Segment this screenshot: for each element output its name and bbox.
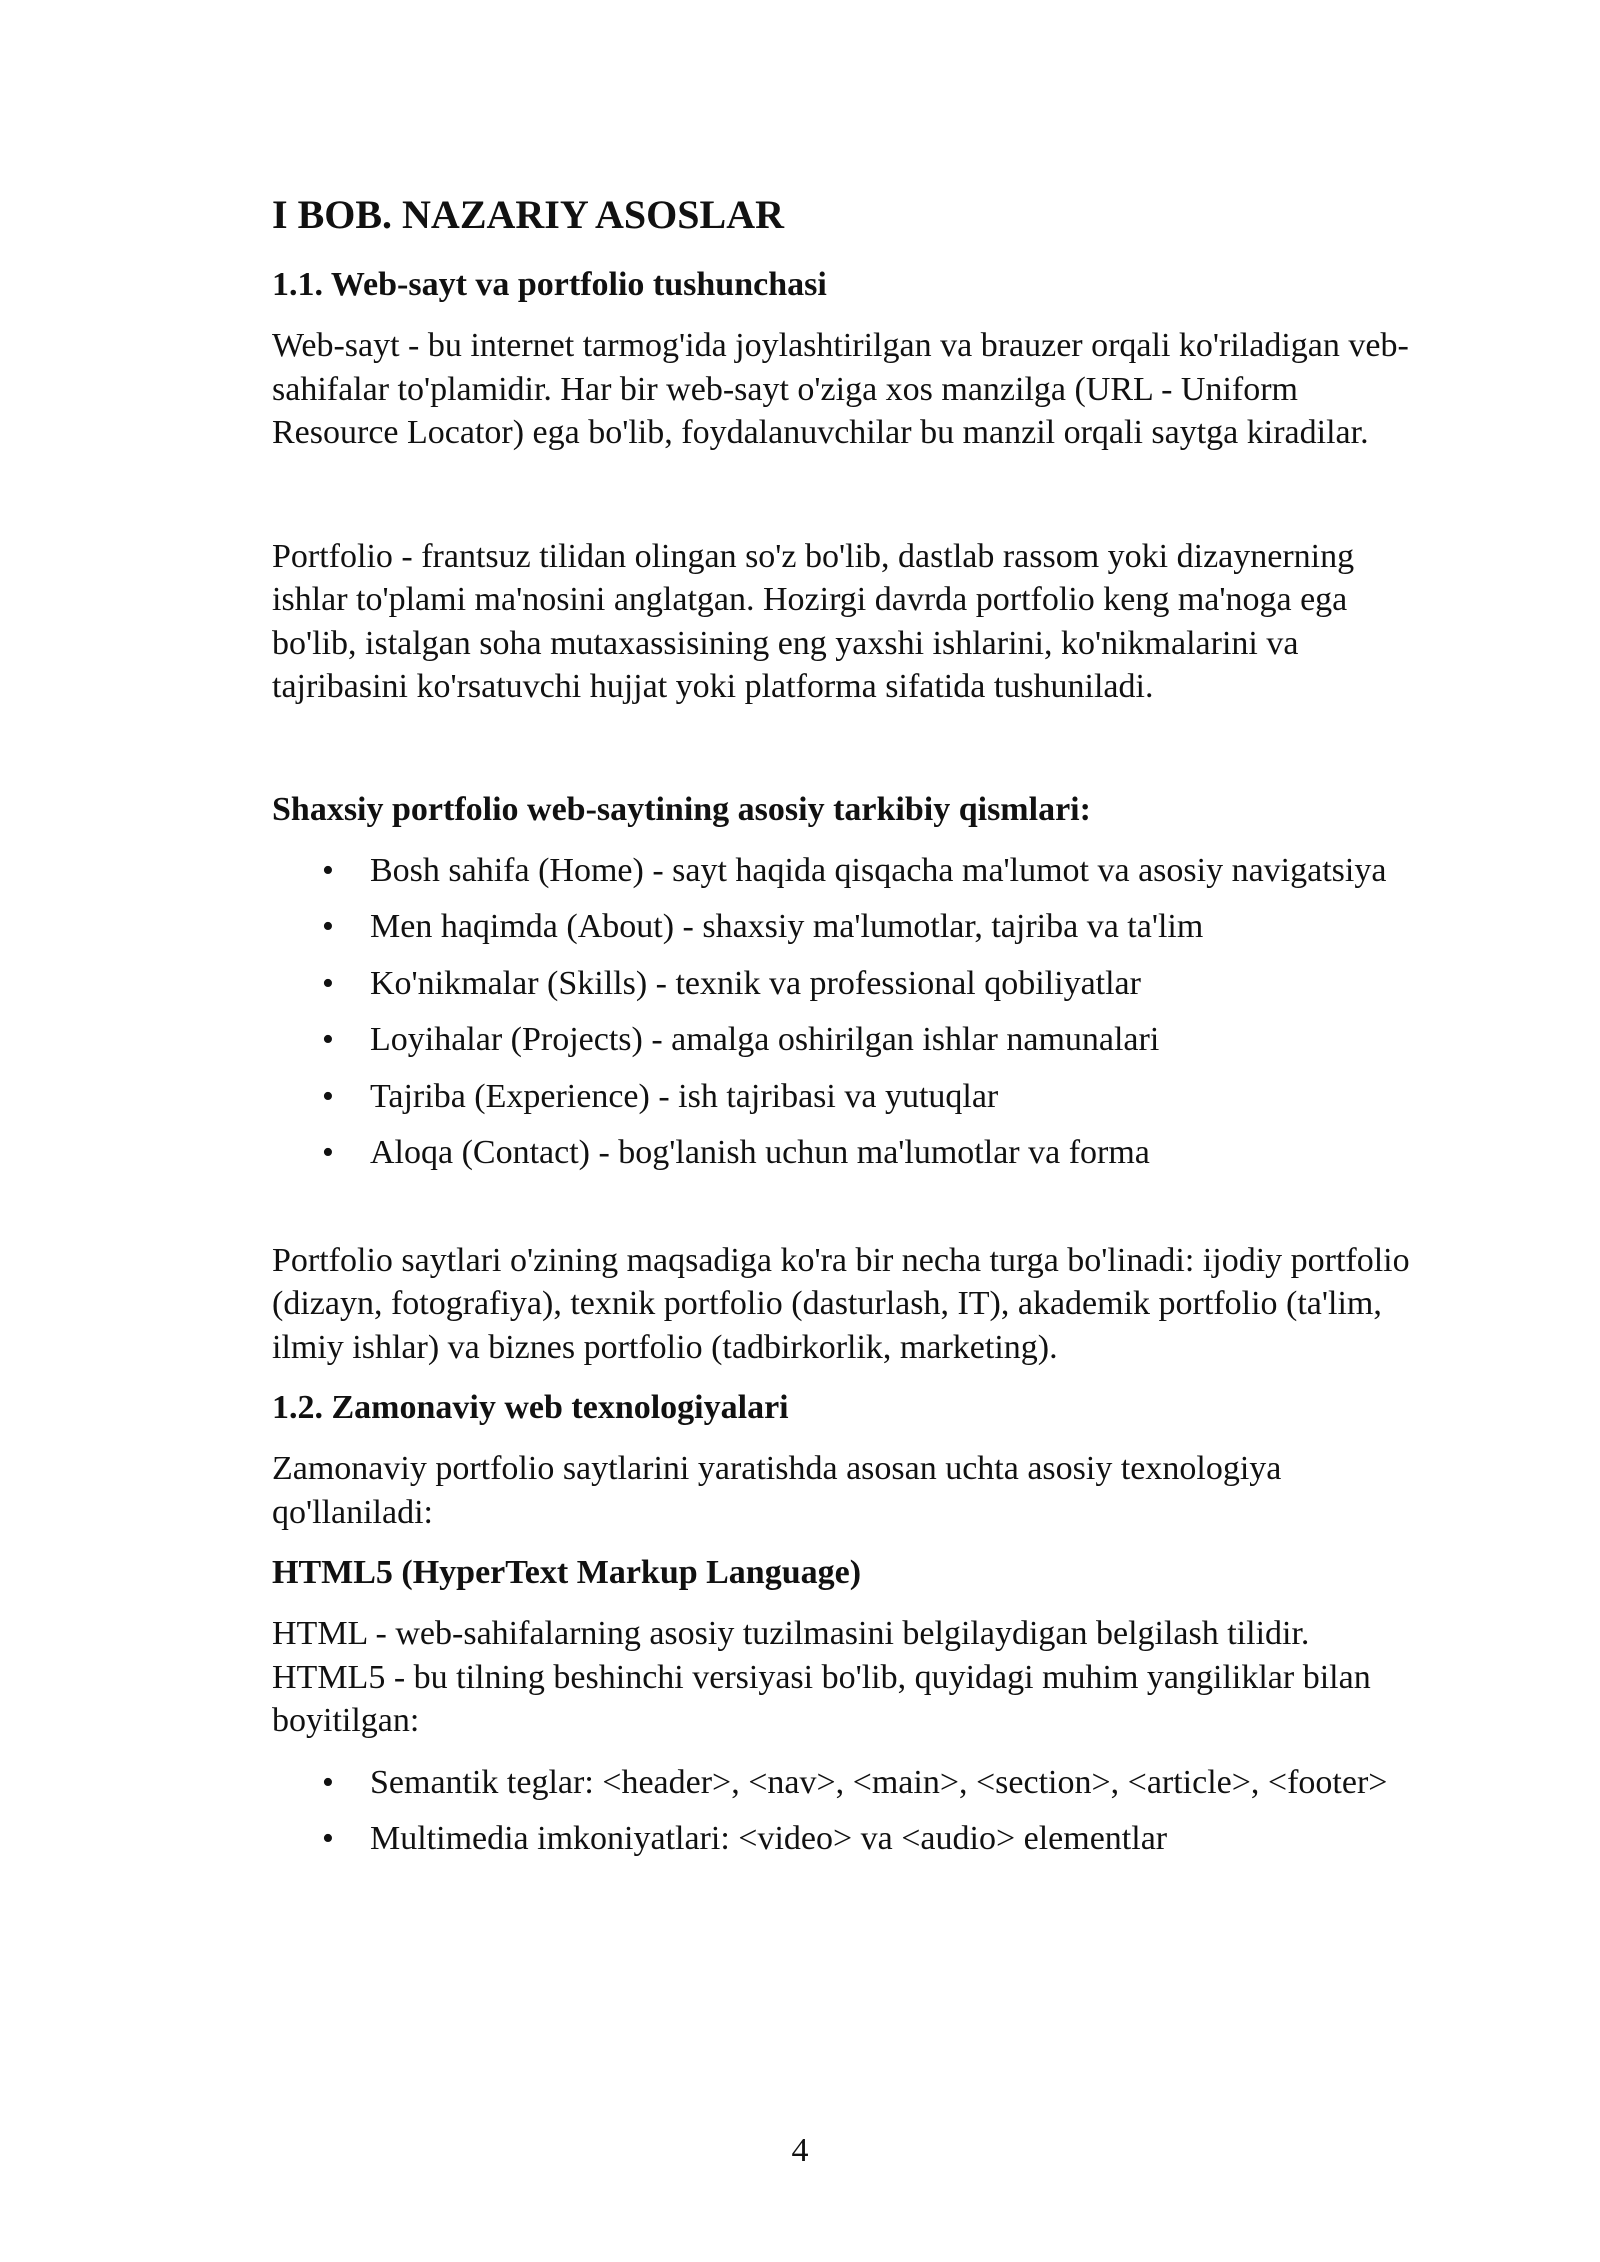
page-number: 4 — [791, 2132, 809, 2169]
bullet-icon: • — [322, 964, 334, 1002]
spacer — [272, 727, 1412, 789]
section-1-paragraph-3: Portfolio saytlari o'zining maqsadiga ko'ra bir necha turga bo'linadi: ijodiy portfolio (dizayn, fotografiya), texnik portfolio (dasturlash, IT), akademik portfolio (ta'lim, ilmiy ishlar) va biznes portfolio (tadbirkorlik, marketing). — [272, 1241, 1410, 1366]
spacer — [272, 473, 1412, 535]
bullet-icon: • — [322, 1021, 334, 1058]
list-item — [272, 962, 1412, 1006]
section-1-paragraph-1: Web-sayt - bu internet tarmog'ida joylashtirilgan va brauzer orqali ko'riladigan veb-sahifalar to'plamidir. Har bir web-sayt o'ziga xos manzilga (URL - Uniform Resource Locator) ega bo'lib, foydalanuvchilar bu manzil orqali saytga kiradilar. — [272, 327, 1409, 451]
section-1-title: 1.1. Web-sayt va portfolio tushunchasi — [272, 266, 827, 303]
list-item-text: Ko'nikmalar (Skills) - texnik va professional qobiliyatlar — [370, 964, 1141, 1002]
list-item-text: Multimedia imkoniyatlari: <video> va <audio> elementlar — [370, 1820, 1168, 1857]
list-item — [272, 905, 1412, 949]
list-item — [272, 1817, 1412, 1861]
html5-paragraph: HTML - web-sahifalarning asosiy tuzilmasini belgilaydigan belgilash tilidir. HTML5 - bu tilning beshinchi versiyasi bo'lib, quyidagi muhim yangiliklar bilan boyitilgan: — [272, 1615, 1371, 1739]
list-item — [272, 1131, 1412, 1175]
list-item — [272, 1075, 1412, 1119]
list-item-text: Bosh sahifa (Home) - sayt haqida qisqacha ma'lumot va asosiy navigatsiya — [370, 851, 1387, 889]
list-item — [272, 1761, 1412, 1805]
section-2-title: 1.2. Zamonaviy web texnologiyalari — [272, 1389, 789, 1426]
document-page — [272, 190, 1412, 1875]
bullet-icon: • — [322, 908, 334, 945]
spacer — [272, 1189, 1412, 1239]
html5-features-list — [272, 1761, 1412, 1861]
bullet-icon: • — [322, 1763, 334, 1801]
html5-heading: HTML5 (HyperText Markup Language) — [272, 1554, 862, 1591]
parts-heading: Shaxsiy portfolio web-saytining asosiy tarkibiy qismlari: — [272, 790, 1091, 828]
chapter-title: I BOB. NAZARIY ASOSLAR — [272, 192, 784, 237]
list-item-text: Loyihalar (Projects) - amalga oshirilgan ishlar namunalari — [370, 1021, 1160, 1058]
list-item — [272, 849, 1412, 893]
bullet-icon: • — [322, 1134, 334, 1171]
bullet-icon: • — [322, 1077, 334, 1115]
bullet-icon: • — [322, 851, 334, 889]
bullet-icon: • — [322, 1820, 334, 1857]
list-item-text: Men haqimda (About) - shaxsiy ma'lumotlar, tajriba va ta'lim — [370, 908, 1204, 945]
list-item-text: Semantik teglar: <header>, <nav>, <main>, <section>, <article>, <footer> — [370, 1763, 1388, 1801]
list-item — [272, 1018, 1412, 1062]
section-1-paragraph-2: Portfolio - frantsuz tilidan olingan so'z bo'lib, dastlab rassom yoki dizaynerning ishlar to'plami ma'nosini anglatgan. Hozirgi davrda portfolio keng ma'noga ega bo'lib, istalgan soha mutaxassisining eng yaxshi ishlarini, ko'nikmalarini va tajribasini ko'rsatuvchi hujjat yoki platforma sifatida tushuniladi. — [272, 537, 1355, 705]
list-item-text: Tajriba (Experience) - ish tajribasi va yutuqlar — [370, 1077, 999, 1115]
parts-list — [272, 849, 1412, 1175]
section-2-intro: Zamonaviy portfolio saytlarini yaratishda asosan uchta asosiy texnologiya qo'llaniladi: — [272, 1450, 1282, 1531]
list-item-text: Aloqa (Contact) - bog'lanish uchun ma'lumotlar va forma — [370, 1134, 1150, 1171]
